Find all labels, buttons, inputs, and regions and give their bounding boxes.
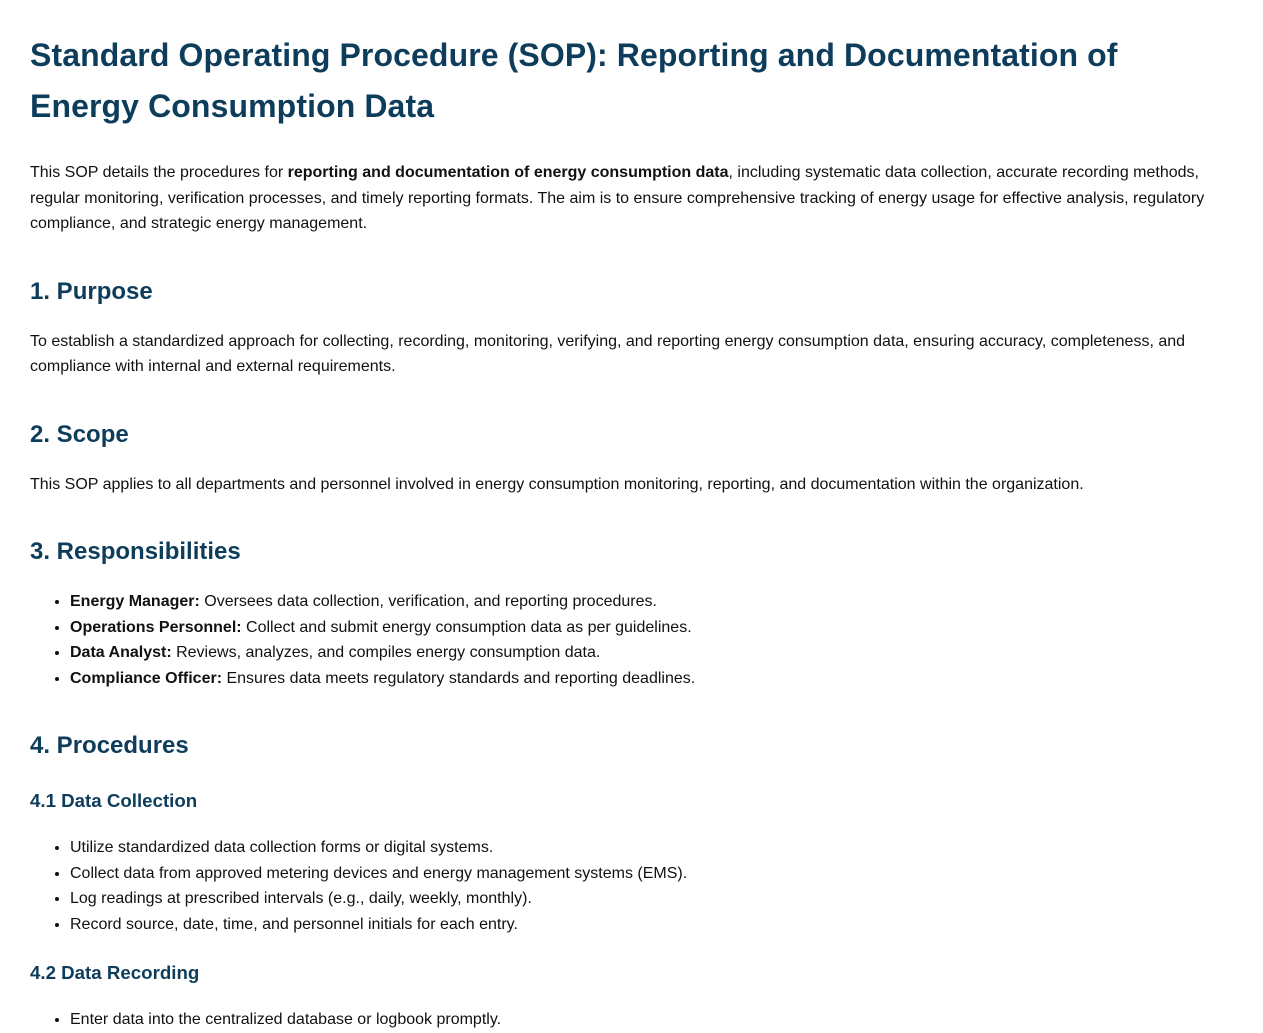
role-description: Ensures data meets regulatory standards and reporting deadlines. (222, 669, 696, 687)
list-item (70, 589, 1233, 615)
intro-prefix: This SOP details the procedures for (30, 164, 288, 181)
procedures-heading: 4. Procedures (30, 732, 189, 759)
scope-heading: 2. Scope (30, 420, 129, 448)
data-collection-heading: 4.1 Data Collection (30, 790, 198, 811)
intro-emphasis: reporting and documentation of energy consumption data (287, 164, 729, 181)
responsibilities-heading: 3. Responsibilities (30, 538, 241, 565)
scope-text: This SOP applies to all departments and personnel involved in energy consumption monitoring, reporting, and documentation within the organization. (30, 475, 1084, 493)
list-item: • Record source, date, time, and personnel initials for each entry. (70, 912, 1233, 938)
responsibilities-list (30, 589, 1233, 691)
role-description: Collect and submit energy consumption data as per guidelines. (241, 618, 692, 636)
page-title: Standard Operating Procedure (SOP): Reporting and Documentation of Energy Consumption Data (30, 37, 1118, 124)
list-item: • Log readings at prescribed intervals (e.g., daily, weekly, monthly). (70, 886, 1233, 912)
role-description: Reviews, analyzes, and compiles energy consumption data. (171, 644, 601, 661)
list-item: • Collect data from approved metering devices and energy management systems (EMS). (70, 861, 1233, 887)
purpose-heading: 1. Purpose (30, 277, 153, 305)
purpose-text: To establish a standardized approach for collecting, recording, monitoring, verifying, and reporting energy consumption data, ensuring accuracy, completeness, and compliance with internal and external requirements. (30, 332, 1186, 375)
list-item: • Utilize standardized data collection forms or digital systems. (70, 835, 1233, 861)
list-item (70, 666, 1233, 692)
list-item (70, 640, 1233, 666)
role-label: Data Analyst: (70, 644, 172, 661)
data-collection-list (30, 835, 1233, 937)
list-item (70, 615, 1233, 641)
data-recording-list (30, 1007, 1233, 1033)
role-label: Compliance Officer: (70, 669, 223, 687)
role-label: Operations Personnel: (70, 618, 242, 636)
role-description: Oversees data collection, verification, and reporting procedures. (199, 593, 657, 610)
intro-paragraph (30, 160, 1233, 237)
role-label: Energy Manager: (70, 593, 200, 610)
data-recording-heading: 4.2 Data Recording (30, 962, 200, 983)
intro-suffix: , including systematic data collection, accurate recording methods, regular monitoring, verification processes, and timely reporting formats. The aim is to ensure comprehensive tracking of energy usage for effective analysis, regulatory compliance, and strategic energy management. (30, 164, 1205, 232)
list-item: • Enter data into the centralized database or logbook promptly. (70, 1007, 1233, 1033)
